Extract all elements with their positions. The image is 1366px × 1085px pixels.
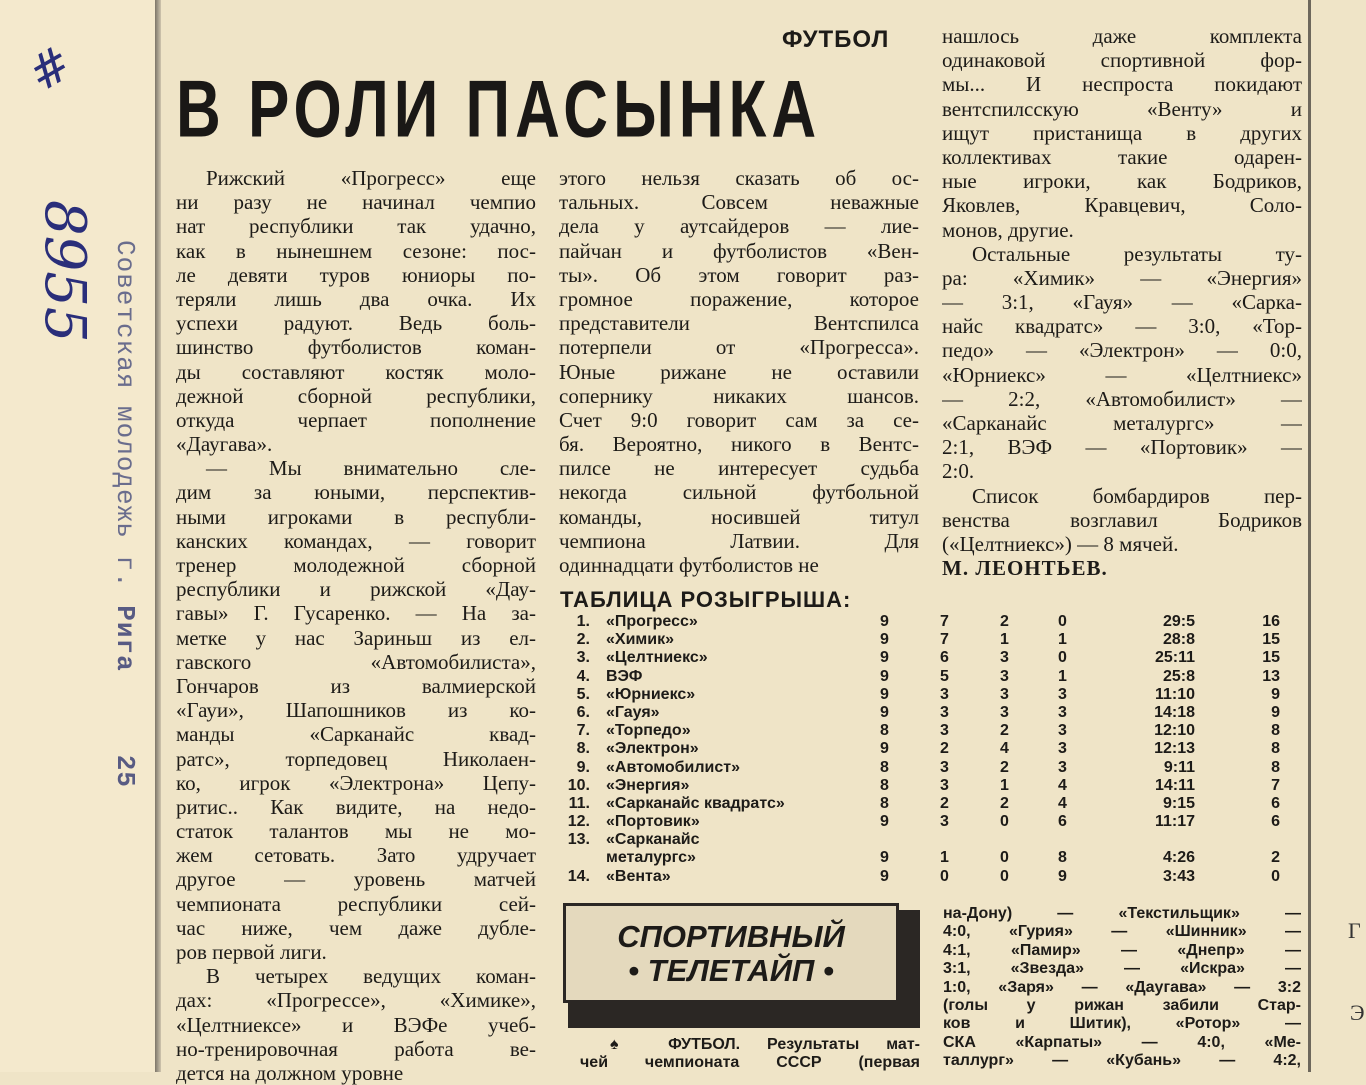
cell-w: 3 [940,685,949,703]
cell-w: 3 [940,776,949,794]
text-line: 4:0, «Гурия» — «Шинник» — [943,923,1301,941]
table-row [560,722,1300,740]
cell-g: 8 [880,794,889,812]
cell-goals: 11:17 [1154,813,1195,831]
cell-g: 9 [880,740,889,758]
text-line: педо» — «Электрон» — 0:0, [942,338,1302,363]
text-line: ♠ ФУТБОЛ. Результаты мат- [610,1036,920,1053]
text-line: (голы у рижан забили Стар- [943,996,1301,1014]
table-row [560,704,1300,722]
text-line: нат республики так удачно, [176,214,536,239]
cell-w: 0 [940,867,949,885]
cell-n: 1. [576,613,590,630]
cell-d: 3 [1000,667,1009,685]
cell-l: 3 [1058,758,1067,776]
rubric: ФУТБОЛ [782,26,890,53]
cell-n: 9. [576,758,590,776]
cell-w: 7 [940,631,949,649]
cell-d: 3 [1000,685,1009,703]
cell-g: 9 [880,703,889,721]
text-line: дим за юными, перспектив- [176,480,536,505]
teletype-intro [580,1036,920,1073]
cell-n: 8. [576,740,590,758]
text-line: но-тренировочная работа ве- [176,1036,536,1061]
text-line: ные игроки, как Бодриков, [942,169,1302,194]
text-line: пайчан и футболистов «Вен- [559,238,919,263]
text-line: бя. Вероятно, никого в Вентс- [559,432,919,457]
cell-d: 0 [1000,849,1009,867]
text-line: ды составляют костяк моло- [176,359,536,384]
text-line: монов, другие. [942,217,1074,242]
cell-d: 0 [1000,867,1009,885]
article-column-1 [176,166,536,1085]
text-line: «Даугава». [176,432,273,457]
cell-n: 11. [568,794,590,812]
text-line: представители Вентспилса [559,311,919,336]
cell-team: «Энергия» [606,776,690,794]
text-line: СКА «Карпаты» — 4:0, «Ме- [943,1033,1301,1051]
cell-g: 9 [880,649,889,667]
cell-pts: 9 [1271,685,1280,703]
adjacent-fragment: Г [1348,918,1361,943]
cell-team: «Электрон» [606,740,699,758]
text-line: ров первой лиги. [176,940,327,964]
cell-g: 9 [880,667,889,685]
cell-g: 9 [880,613,889,630]
cell-pts: 9 [1271,703,1280,721]
cell-pts: 6 [1271,794,1280,812]
cell-l: 4 [1058,794,1067,812]
text-line: — 3:1, «Гауя» — «Сарка- [942,290,1302,315]
table-row [560,813,1300,831]
cell-goals: 25:8 [1162,667,1195,685]
text-line: найс квадратс» — 3:0, «Тор- [942,314,1302,339]
text-line: дется на должном уровне [176,1060,404,1085]
teletype-logo: СПОРТИВНЫЙ • ТЕЛЕТАЙП • [563,903,899,1003]
text-line: 1:0, «Заря» — «Даугава» — 3:2 [943,978,1301,996]
publication-stamp: Советская молодежь г. Рига 25 [110,240,140,788]
cell-pts: 8 [1271,758,1280,776]
text-line: мы... И неспроста покидают [942,72,1302,97]
cell-team: «Торпедо» [606,722,691,740]
text-line: дах: «Прогрессе», «Химике», [176,988,536,1013]
text-line: ищут пристанища в других [942,120,1302,145]
table-row [560,613,1300,631]
cell-pts: 16 [1262,613,1280,630]
text-line: 3:1, «Звезда» — «Искра» — [943,960,1301,978]
text-line: ратс», торпедовец Николаен- [176,746,536,771]
adjacent-fragment: Э [1350,1000,1365,1025]
cell-g: 9 [880,685,889,703]
text-line: Яковлев, Кравцевич, Соло- [942,193,1302,218]
table-row [560,831,1300,849]
text-line: В четырех ведущих коман- [206,964,536,989]
cell-team: «Сарканайс [606,831,700,849]
text-line: этого нельзя сказать об ос- [559,166,919,190]
text-line: «Гауи», Шапошников из ко- [176,698,536,723]
cell-goals: 25:11 [1154,649,1195,667]
cell-team: «Автомобилист» [606,758,741,776]
cell-goals: 4:26 [1162,849,1195,867]
table-row [560,777,1300,795]
author-signature: М. ЛЕОНТЬЕВ. [942,556,1108,581]
cell-g: 8 [880,758,889,776]
cell-w: 3 [940,722,949,740]
text-line: 2:1, ВЭФ — «Портовик» — [942,435,1302,460]
cell-n: 5. [576,685,590,703]
cell-l: 8 [1058,849,1067,867]
text-line: («Целтниекс») — 8 мячей. [942,531,1179,556]
text-line: метке у нас Зариньш из ел- [176,625,536,650]
cell-d: 2 [1000,613,1009,630]
cell-w: 1 [940,849,949,867]
text-line: чемпиона Латвии. Для [559,528,919,553]
cell-team: «Гауя» [606,703,660,721]
text-line: Рижский «Прогресс» еще [206,166,536,190]
cell-l: 3 [1058,722,1067,740]
cell-d: 1 [1000,776,1009,794]
text-line: некогда сильной футбольной [559,480,919,505]
text-line: статок талантов мы не мо- [176,819,536,844]
text-line: чемпионата республики сей- [176,891,536,916]
text-line: откуда черпает пополнение [176,407,536,432]
cell-n: 7. [576,722,590,740]
cell-d: 4 [1000,740,1009,758]
text-line: Гончаров из валмиерской [176,673,536,698]
text-line: таллург» — «Кубань» — 4:2, [943,1052,1301,1070]
table-row [560,795,1300,813]
cell-g: 9 [880,849,889,867]
article-title: В РОЛИ ПАСЫНКА [176,64,822,155]
text-line: ле девяти туров юниоры по- [176,262,536,287]
text-line: «Сарканайс металургс» — [942,411,1302,435]
text-line: ритис.. Как видите, на недо- [176,794,536,819]
text-line: «Целтниексе» и ВЭФе учеб- [176,1012,536,1037]
cell-w: 3 [940,703,949,721]
text-line: венства возглавил Бодриков [942,507,1302,532]
cell-team: «Портовик» [606,813,700,831]
text-line: пилсе не интересует судьба [559,456,919,481]
text-line: республики и рижской «Дау- [176,577,536,602]
cell-d: 0 [1000,813,1009,831]
cell-goals: 3:43 [1162,867,1195,885]
cell-pts: 8 [1271,722,1280,740]
text-line: Юные рижане не оставили [559,359,919,384]
text-line: час ниже, чем даже дубле- [176,915,536,940]
cell-g: 8 [880,722,889,740]
cell-d: 3 [1000,649,1009,667]
cell-n: 6. [576,703,590,721]
cell-w: 2 [940,794,949,812]
cell-w: 3 [940,813,949,831]
cell-g: 9 [880,867,889,885]
cell-n: 14. [567,867,590,885]
text-line: чей чемпионата СССР (первая [580,1054,920,1072]
cell-w: 5 [940,667,949,685]
cell-l: 6 [1058,813,1067,831]
cell-n: 10. [567,776,590,794]
cell-team: «Целтниекс» [606,649,708,667]
table-row [560,740,1300,758]
cell-l: 1 [1058,667,1067,685]
cell-d: 2 [1000,794,1009,812]
cell-goals: 28:8 [1162,631,1195,649]
paper-edge [155,0,161,1072]
text-line: тальных. Совсем неважные [559,190,919,215]
cell-pts: 15 [1262,649,1280,667]
standings-title: ТАБЛИЦА РОЗЫГРЫША: [560,587,852,612]
text-line: жем сетовать. Зато удручает [176,843,536,868]
cell-l: 3 [1058,703,1067,721]
text-line: ни разу не начинал чемпио [176,190,536,215]
table-row [560,759,1300,777]
cell-pts: 8 [1271,740,1280,758]
cell-d: 2 [1000,758,1009,776]
text-line: успехи радуют. Ведь боль- [176,311,536,336]
cell-g: 8 [880,776,889,794]
cell-team: «Химик» [606,631,674,649]
cell-l: 0 [1058,613,1067,630]
cell-team: «Сарканайс квадратс» [606,794,785,812]
cell-l: 3 [1058,685,1067,703]
text-line: другое — уровень матчей [176,867,536,892]
text-line: ков и Шитик), «Ротор» — [943,1015,1301,1033]
text-line: теряли лишь два очка. Их [176,286,536,311]
cell-team: «Вента» [606,867,671,885]
cell-goals: 29:5 [1162,613,1195,630]
cell-team: ВЭФ [606,667,643,685]
text-line: ра: «Химик» — «Энергия» [942,265,1302,290]
cell-goals: 9:11 [1163,758,1195,776]
text-line: коллективах такие одарен- [942,144,1302,169]
cell-goals: 14:18 [1154,703,1195,721]
cell-w: 7 [940,613,949,630]
cell-g: 9 [880,631,889,649]
cell-n: 3. [576,649,590,667]
cell-pts: 15 [1262,631,1280,649]
standings-table [560,613,1300,886]
text-line: шинство футболистов коман- [176,335,536,360]
cell-g: 9 [880,813,889,831]
text-line: Счет 9:0 говорит сам за се- [559,407,919,432]
table-row [560,649,1300,667]
cell-n: 4. [576,667,590,685]
cell-l: 3 [1058,740,1067,758]
cell-pts: 2 [1271,849,1280,867]
handwritten-signature: # [18,34,82,104]
cell-pts: 6 [1271,813,1280,831]
text-line: ко, игрок «Электрона» Цепу- [176,770,536,795]
teletype-results [943,905,1301,1071]
cell-w: 6 [940,649,949,667]
cell-n: 2. [576,631,590,649]
cell-pts: 7 [1271,776,1280,794]
text-line: громное поражение, которое [559,286,919,311]
column-rule [1308,0,1311,1072]
cell-pts: 13 [1262,667,1280,685]
text-line: вентспилсскую «Венту» и [942,96,1302,121]
text-line: Список бомбардиров пер- [972,483,1302,508]
table-row [560,849,1300,867]
article-column-2 [559,166,919,577]
cell-goals: 9:15 [1162,794,1195,812]
text-line: гавы» Г. Гусаренко. — На за- [176,601,536,626]
text-line: тренер молодежной сборной [176,553,536,577]
text-line: ными игроками в республи- [176,504,536,529]
text-line: одинаковой спортивной фор- [942,48,1302,73]
cell-goals: 12:13 [1154,740,1195,758]
cell-d: 2 [1000,722,1009,740]
text-line: Остальные результаты ту- [972,241,1302,266]
cell-goals: 12:10 [1154,722,1195,740]
table-row [560,631,1300,649]
table-row [560,868,1300,886]
cell-team: «Юрниекс» [606,685,696,703]
text-line: дежной сборной республики, [176,383,536,408]
text-line: гавского «Автомобилиста», [176,649,536,674]
text-line: 2:0. [942,459,975,484]
cell-l: 4 [1058,776,1067,794]
text-line: — 2:2, «Автомобилист» — [942,386,1302,411]
text-line: канских командах, — говорит [176,528,536,553]
article-column-3 [942,24,1302,580]
text-line: потерпели от «Прогресса». [559,335,919,360]
cell-w: 3 [940,758,949,776]
cell-l: 0 [1058,649,1067,667]
cell-goals: 14:11 [1154,776,1195,794]
cell-team: «Прогресс» [606,613,698,630]
text-line: дела у аутсайдеров — лие- [559,214,919,239]
cell-w: 2 [940,740,949,758]
cell-l: 1 [1058,631,1067,649]
text-line: манды «Сарканайс квад- [176,722,536,747]
cell-n: 12. [567,813,590,831]
text-line: ты». Об этом говорит раз- [559,262,919,287]
text-line: как в нынешнем сезоне: пос- [176,238,536,263]
text-line: одиннадцати футболистов не [559,553,819,577]
text-line: на-Дону) — «Текстильщик» — [943,905,1301,922]
cell-d: 3 [1000,703,1009,721]
text-line: команды, носившей титул [559,504,919,529]
text-line: сопернику никаких шансов. [559,383,919,408]
cell-goals: 11:10 [1154,685,1195,703]
cell-n: 13. [567,831,590,849]
cell-l: 9 [1058,867,1067,885]
text-line: нашлось даже комплекта [942,24,1302,48]
table-row [560,686,1300,704]
handwritten-number: 8955 [32,200,97,343]
cell-pts: 0 [1271,867,1280,885]
text-line: 4:1, «Памир» — «Днепр» — [943,941,1301,959]
table-row [560,668,1300,686]
text-line: «Юрниекс» — «Целтниекс» [942,362,1302,387]
cell-d: 1 [1000,631,1009,649]
cell-team: металургс» [606,849,696,867]
text-line: — Мы внимательно сле- [206,456,536,481]
